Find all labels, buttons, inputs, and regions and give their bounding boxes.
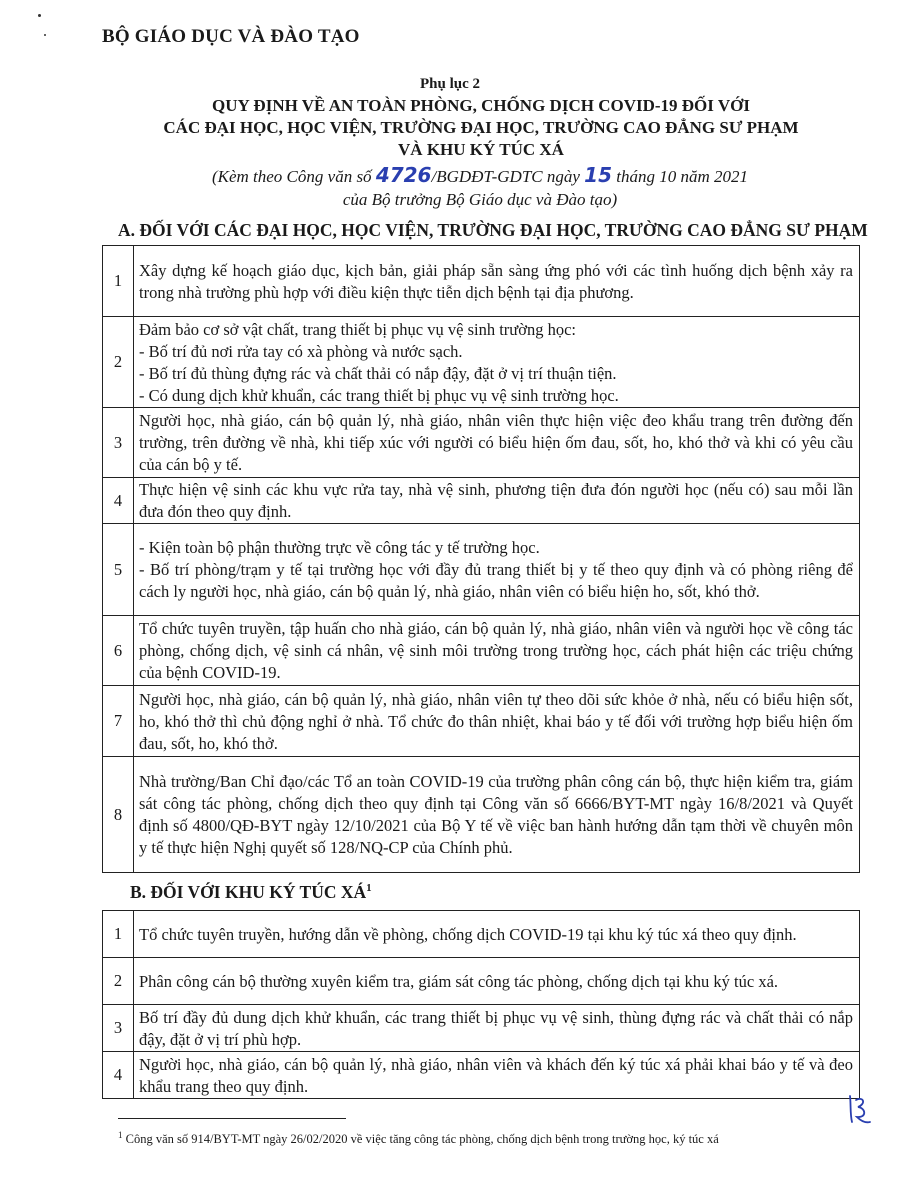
table-row bbox=[103, 408, 860, 478]
table-row bbox=[103, 246, 860, 317]
row-text: Tổ chức tuyên truyền, hướng dẫn về phòng, chống dịch COVID-19 tại khu ký túc xá theo quy định. bbox=[134, 911, 860, 958]
section-a-table bbox=[102, 245, 860, 873]
table-row bbox=[103, 1005, 860, 1052]
row-number: 4 bbox=[103, 478, 134, 524]
footnote bbox=[118, 1127, 848, 1148]
table-row bbox=[103, 686, 860, 757]
row-text: Tổ chức tuyên truyền, tập huấn cho nhà giáo, cán bộ quản lý, nhà giáo, nhân viên và người học về công tác phòng, chống dịch, vệ sinh cá nhân, vệ sinh môi trường trong trường học, cách phát hiện các triệu chứng của bệnh COVID-19. bbox=[134, 616, 860, 686]
footnote-number: 1 bbox=[118, 1130, 123, 1140]
ministry-name: BỘ GIÁO DỤC VÀ ĐÀO TẠO bbox=[102, 26, 360, 47]
row-text: Đảm bảo cơ sở vật chất, trang thiết bị phục vụ vệ sinh trường học: - Bố trí đủ nơi rửa tay có xà phòng và nước sạch. - Bố trí đủ thùng đựng rác và chất thải có nắp đậy, đặt ở vị trí thuận tiện. - Có dung dịch khử khuẩn, các trang thiết bị phục vụ vệ sinh trường học. bbox=[134, 317, 860, 408]
row-number: 2 bbox=[103, 317, 134, 408]
section-b-table bbox=[102, 910, 860, 1099]
scan-speck bbox=[44, 34, 46, 36]
handwritten-doc-number: 4726 bbox=[375, 163, 432, 187]
table-row bbox=[103, 958, 860, 1005]
footnote-text: Công văn số 914/BYT-MT ngày 26/02/2020 về việc tăng công tác phòng, chống dịch bệnh trong trường học, ký túc xá bbox=[125, 1132, 719, 1147]
section-b-title: B. ĐỐI VỚI KHU KÝ TÚC $XÁ^1$ bbox=[130, 882, 372, 902]
row-text: Người học, nhà giáo, cán bộ quản lý, nhà giáo, nhân viên tự theo dõi sức khỏe ở nhà, nếu có biểu hiện sốt, ho, khó thở thì chủ động nghỉ ở nhà. Tổ chức đo thân nhiệt, khai báo y tế đối với trường hợp biểu hiện ốm đau, sốt, ho, khó thở. bbox=[134, 686, 860, 757]
row-number: 1 bbox=[103, 246, 134, 317]
table-row bbox=[103, 524, 860, 616]
row-text: - Kiện toàn bộ phận thường trực về công tác y tế trường học. - Bố trí phòng/trạm y tế tại trường học với đầy đủ trang thiết bị y tế theo quy định và có phòng riêng để cách ly người học, nhà giáo, cán bộ quản lý, nhà giáo, nhân viên có biểu hiện ho, sốt, khó thở. bbox=[134, 524, 860, 616]
row-number: 6 bbox=[103, 616, 134, 686]
scan-speck bbox=[38, 14, 41, 17]
table-row bbox=[103, 317, 860, 408]
document-issuer: của Bộ trưởng Bộ Giáo dục và Đào tạo) bbox=[342, 190, 618, 209]
reference-prefix: (Kèm theo Công văn số bbox=[211, 167, 372, 186]
row-number: 2 bbox=[103, 958, 134, 1005]
row-text: Nhà trường/Ban Chỉ đạo/các Tổ an toàn COVID-19 của trường phân công cán bộ, thực hiện kiểm tra, giám sát công tác phòng, chống dịch theo quy định tại Công văn số 6666/BYT-MT ngày 16/8/2021 và Quyết định số 4800/QĐ-BYT ngày 12/10/2021 của Bộ Y tế về việc ban hành hướng dẫn tạm thời về chuyên môn y tế thực hiện Nghị quyết số 128/NQ-CP của Chính phủ. bbox=[134, 757, 860, 873]
table-row bbox=[103, 616, 860, 686]
row-text: Người học, nhà giáo, cán bộ quản lý, nhà giáo, nhân viên và khách đến ký túc xá phải khai báo y tế và đeo khẩu trang theo quy định. bbox=[134, 1052, 860, 1099]
row-number: 8 bbox=[103, 757, 134, 873]
document-title-line-2: CÁC ĐẠI HỌC, HỌC VIỆN, TRƯỜNG ĐẠI HỌC, TRƯỜNG CAO ĐẲNG SƯ PHẠM bbox=[163, 118, 799, 137]
document-reference bbox=[0, 164, 900, 188]
table-row bbox=[103, 911, 860, 958]
row-number: 3 bbox=[103, 1005, 134, 1052]
row-number: 4 bbox=[103, 1052, 134, 1099]
footnote-ref: 1 bbox=[366, 882, 372, 895]
handwritten-day: 15 bbox=[584, 163, 613, 187]
row-number: 7 bbox=[103, 686, 134, 757]
table-row bbox=[103, 757, 860, 873]
document-title-line-3: VÀ KHU KÝ TÚC XÁ bbox=[398, 140, 564, 159]
row-number: 1 bbox=[103, 911, 134, 958]
row-text: Xây dựng kế hoạch giáo dục, kịch bản, giải pháp sẵn sàng ứng phó với các tình huống dịch bệnh xảy ra trong nhà trường phù hợp với điều kiện thực tiễn dịch bệnh tại địa phương. bbox=[134, 246, 860, 317]
footnote-separator bbox=[118, 1118, 346, 1119]
document-title-line-1: QUY ĐỊNH VỀ AN TOÀN PHÒNG, CHỐNG DỊCH COVID-19 ĐỐI VỚI bbox=[212, 96, 750, 115]
handwritten-initials-mark bbox=[846, 1092, 872, 1126]
appendix-label: Phụ lục 2 bbox=[419, 76, 480, 92]
table-row bbox=[103, 478, 860, 524]
row-number: 3 bbox=[103, 408, 134, 478]
table-row bbox=[103, 1052, 860, 1099]
row-text: Phân công cán bộ thường xuyên kiểm tra, giám sát công tác phòng, chống dịch tại khu ký túc xá. bbox=[134, 958, 860, 1005]
row-number: 5 bbox=[103, 524, 134, 616]
section-a-title: A. ĐỐI VỚI CÁC ĐẠI HỌC, HỌC VIỆN, TRƯỜNG ĐẠI HỌC, TRƯỜNG CAO ĐẲNG SƯ PHẠM bbox=[118, 220, 868, 240]
row-text: Người học, nhà giáo, cán bộ quản lý, nhà giáo, nhân viên thực hiện việc đeo khẩu trang trên đường đến trường, trên đường về nhà, khi tiếp xúc với người có biểu hiện ốm đau, sốt, ho, khó thở và khi có yêu cầu của cán bộ y tế. bbox=[134, 408, 860, 478]
row-text: Bố trí đầy đủ dung dịch khử khuẩn, các trang thiết bị phục vụ vệ sinh, thùng đựng rác và chất thải có nắp đậy, đặt ở vị trí phù hợp. bbox=[134, 1005, 860, 1052]
row-text: Thực hiện vệ sinh các khu vực rửa tay, nhà vệ sinh, phương tiện đưa đón người học (nếu có) sau mỗi lần đưa đón theo quy định. bbox=[134, 478, 860, 524]
reference-date: tháng 10 năm 2021 bbox=[616, 167, 749, 186]
reference-doc-suffix: /BGDĐT-GDTC ngày bbox=[431, 167, 580, 186]
